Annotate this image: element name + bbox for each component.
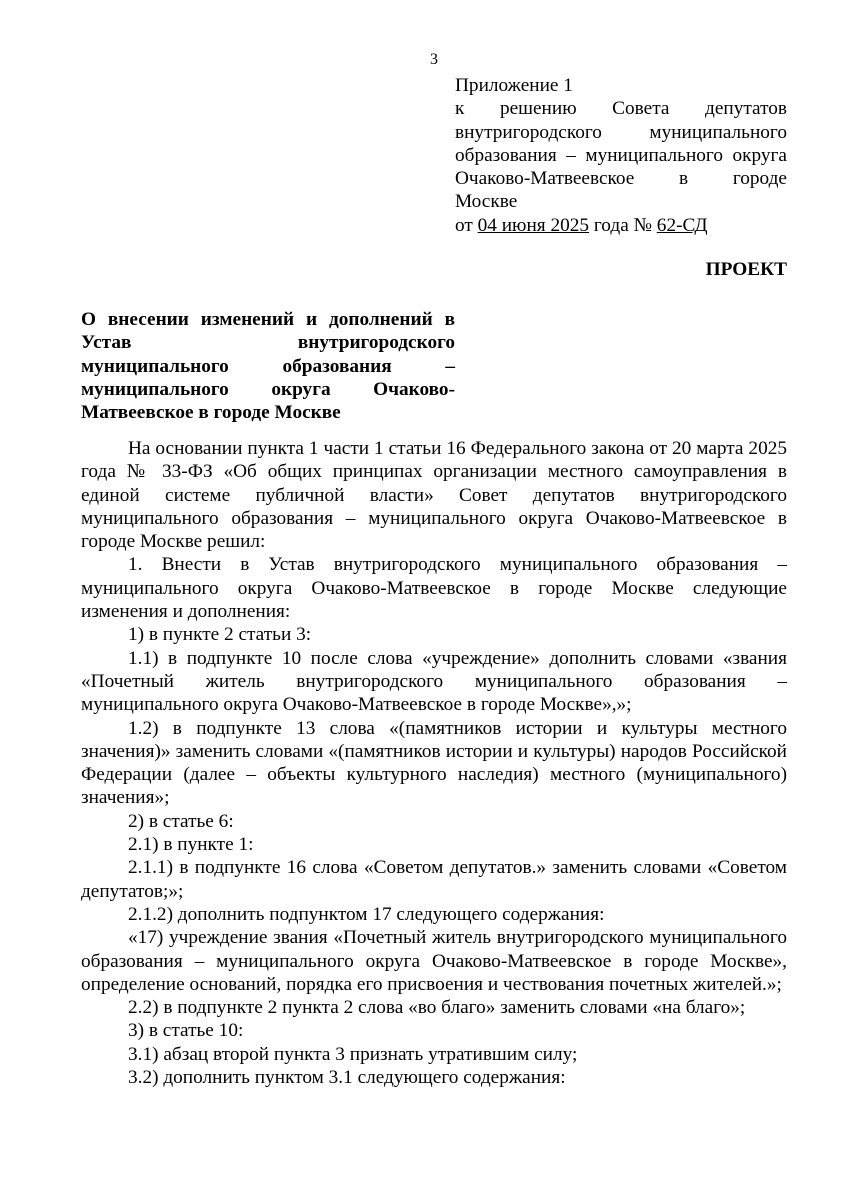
appendix-date-line — [455, 214, 787, 237]
paragraph-item-2-2: 2.2) в подпункте 2 пункта 2 слова «во благо» заменить словами «на благо»; — [128, 997, 746, 1019]
title-line: Матвеевское в городе Москве — [81, 402, 341, 424]
paragraph-item-2: 2) в статье 6: — [128, 810, 234, 832]
paragraph-item-1: 1. Внести в Устав внутригородского муниципального образования – муниципального округа Очаково-Матвеевское в городе Москве следующие изменения и дополнения: — [81, 554, 787, 623]
paragraph-item-3-2: 3.2) дополнить пунктом 3.1 следующего содержания: — [128, 1067, 566, 1089]
date-prefix: от — [455, 214, 478, 236]
page-number: 3 — [430, 51, 438, 68]
project-label: ПРОЕКТ — [705, 259, 787, 280]
paragraph-item-2-1-1: 2.1.1) в подпункте 16 слова «Советом депутатов.» заменить словами «Советом депутатов;»; — [81, 857, 787, 902]
paragraph-preamble: На основании пункта 1 части 1 статьи 16 Федерального закона от 20 марта 2025 года № 33-ФЗ «Об общих принципах организации местного самоуправления в единой системе публичной власти» Совет депутатов внутригородского муниципального образования – муниципального округа Очаково-Матвеевское в городе Москве решил: — [81, 438, 787, 553]
title-line: муниципального образования – — [81, 355, 455, 377]
title-line: муниципального округа Очаково- — [81, 378, 455, 400]
date-mid: года № — [589, 214, 657, 236]
paragraph-item-1-1-2: 1.2) в подпункте 13 слова «(памятников истории и культуры местного значения)» заменить словами «(памятников истории и культуры) народов Российской Федерации (далее – объекты культурного наследия) местного (муниципального) значения»; — [81, 717, 787, 809]
title-line: О внесении изменений и дополнений в — [81, 309, 455, 330]
paragraph-item-2-1-2: 2.1.2) дополнить подпунктом 17 следующего содержания: — [128, 903, 605, 925]
appendix-line: Очаково-Матвеевское в городе — [455, 168, 787, 190]
title-line: Устав внутригородского — [81, 332, 455, 354]
document-title — [81, 308, 455, 424]
appendix-line: Приложение 1 — [455, 75, 573, 96]
paragraph-item-1-1: 1) в пункте 2 статьи 3: — [128, 624, 312, 646]
decision-number: 62-СД — [656, 214, 708, 236]
appendix-line: к решению Совета депутатов — [455, 98, 787, 120]
appendix-line: Москве — [455, 191, 518, 213]
paragraph-item-2-1: 2.1) в пункте 1: — [128, 834, 254, 856]
appendix-line: образования – муниципального округа — [455, 144, 787, 166]
paragraph-item-1-1-1: 1.1) в подпункте 10 после слова «учреждение» дополнить словами «звания «Почетный житель внутригородского муниципального образования – муниципального округа Очаково-Матвеевское в городе Москве»,»; — [81, 647, 787, 716]
appendix-line: внутригородского муниципального — [455, 121, 787, 143]
paragraph-item-3: 3) в статье 10: — [128, 1020, 244, 1042]
paragraph-item-17: «17) учреждение звания «Почетный житель внутригородского муниципального образования – муниципального округа Очаково-Матвеевское в городе Москве», определение оснований, порядка его присвоения и чествования почетных жителей.»; — [81, 927, 787, 995]
paragraph-item-3-1: 3.1) абзац второй пункта 3 признать утратившим силу; — [128, 1043, 578, 1065]
decision-date: 04 июня 2025 — [477, 214, 590, 236]
document-body — [81, 437, 787, 1089]
appendix-block — [455, 74, 787, 237]
